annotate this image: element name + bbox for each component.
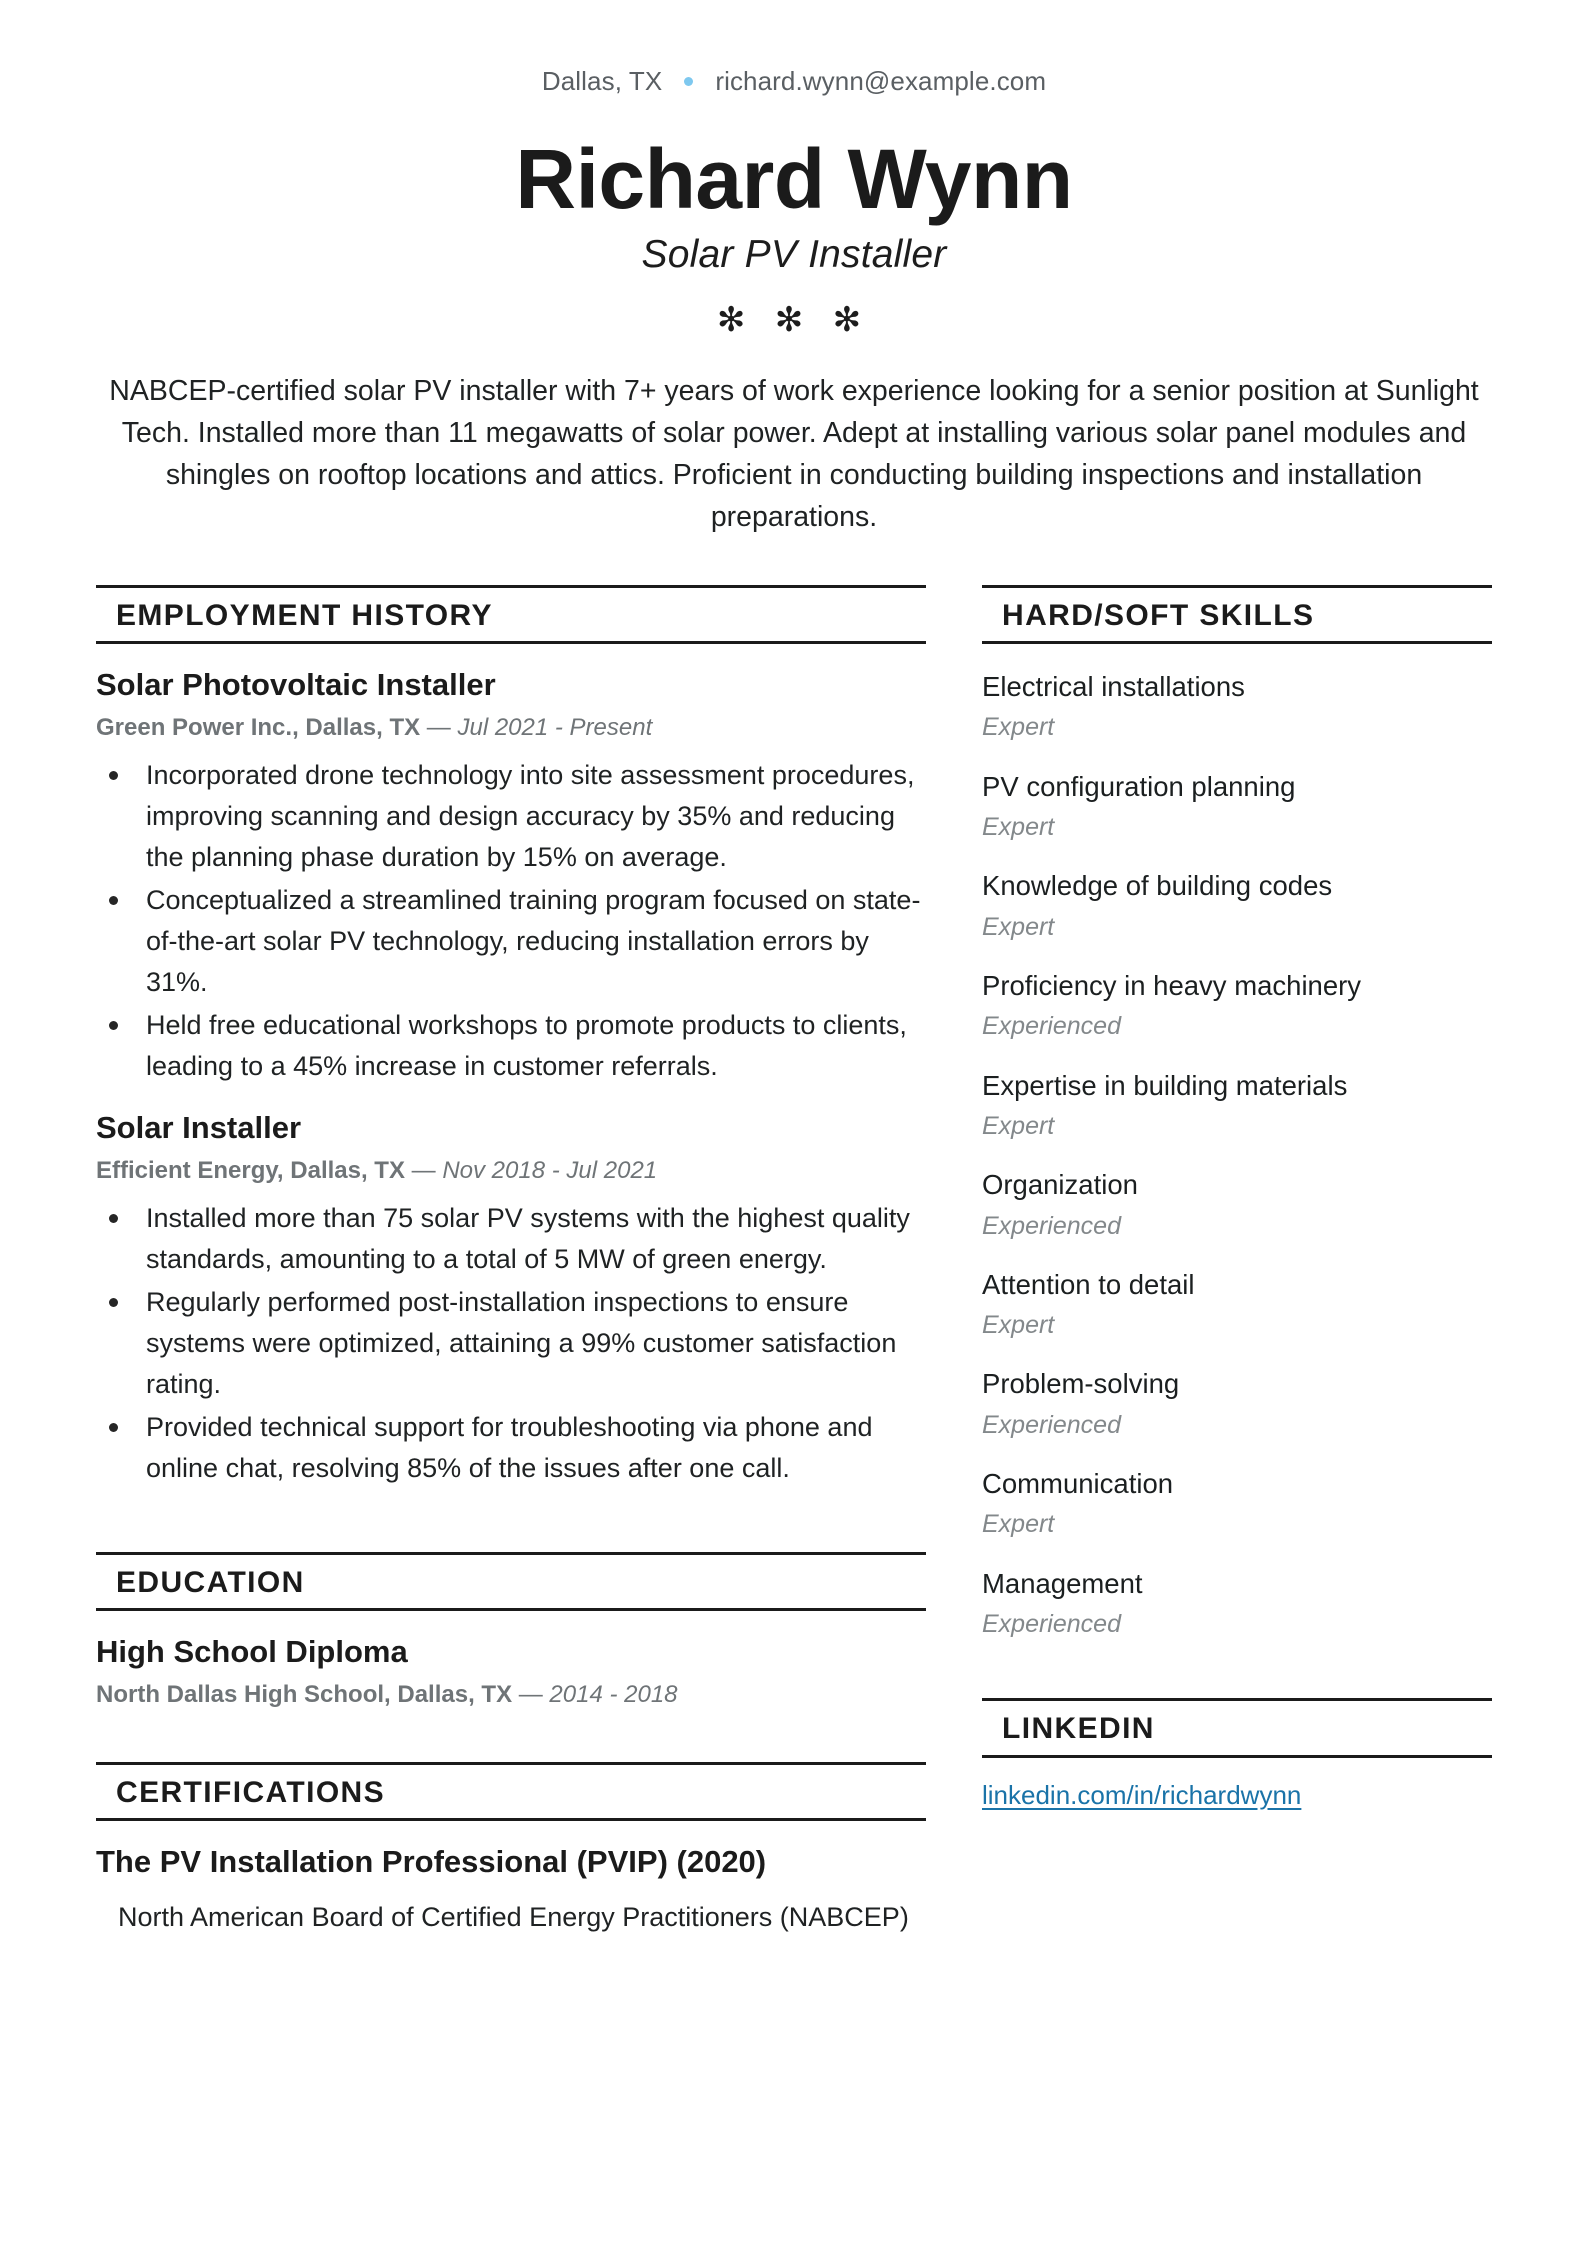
employment-meta <box>96 714 926 743</box>
employment-job-title: Solar Photovoltaic Installer <box>96 667 496 703</box>
skill-level: Expert <box>982 713 1055 742</box>
skill-name: Organization <box>982 1169 1138 1201</box>
candidate-job-title: Solar PV Installer <box>641 233 947 276</box>
skill-name: Management <box>982 1567 1143 1599</box>
skill-level: Expert <box>982 813 1055 842</box>
employment-bullet-list <box>96 1198 926 1489</box>
skill-level: Expert <box>982 1111 1055 1140</box>
section-header-employment <box>96 585 926 645</box>
employment-organization: Green Power Inc., Dallas, TX <box>96 714 421 742</box>
section-title-skills: HARD/SOFT SKILLS <box>1002 598 1315 632</box>
contact-line <box>0 0 1588 97</box>
spacer <box>96 1710 926 1762</box>
skill-level: Experienced <box>982 1410 1121 1439</box>
section-header-education <box>96 1552 926 1612</box>
skill-name: Electrical installations <box>982 671 1245 703</box>
section-title-certifications: CERTIFICATIONS <box>116 1775 386 1809</box>
employment-meta <box>96 1157 926 1186</box>
education-meta <box>96 1681 926 1710</box>
skill-item <box>982 1168 1492 1242</box>
bullet-dot-icon <box>684 77 693 86</box>
skill-name: Problem-solving <box>982 1368 1180 1400</box>
bullet-item: Held free educational workshops to promote products to clients, leading to a 45% increase in customer referrals. <box>96 1005 926 1087</box>
section-title-employment: EMPLOYMENT HISTORY <box>116 598 493 632</box>
employment-dash: — <box>420 714 458 742</box>
section-skills <box>982 585 1492 1641</box>
skill-item <box>982 1069 1492 1143</box>
skill-name: Knowledge of building codes <box>982 870 1333 902</box>
skill-item <box>982 1567 1492 1641</box>
education-dates: 2014 - 2018 <box>549 1681 678 1709</box>
right-column <box>982 585 1492 1811</box>
employment-entry <box>96 666 926 1087</box>
employment-job-title: Solar Installer <box>96 1110 302 1146</box>
employment-dates: Nov 2018 - Jul 2021 <box>442 1157 658 1185</box>
section-title-linkedin: LINKEDIN <box>1002 1712 1155 1746</box>
body-columns <box>0 585 1588 1938</box>
skill-level: Expert <box>982 1510 1055 1539</box>
skill-item <box>982 869 1492 943</box>
profile-summary: NABCEP-certified solar PV installer with 7+ years of work experience looking for a senior position at Sunlight Tech. Installed more than 11 megawatts of solar power. Adept at installing various solar panel modules and shingles on rooftop locations and attics. Proficient in conducting building inspections and installation preparations. <box>109 375 1479 533</box>
skill-level: Experienced <box>982 1012 1121 1041</box>
skill-item <box>982 1367 1492 1441</box>
skill-name: Communication <box>982 1468 1174 1500</box>
bullet-item: Installed more than 75 solar PV systems with the highest quality standards, amounting to a total of 5 MW of green energy. <box>96 1198 926 1280</box>
skill-level: Expert <box>982 1311 1055 1340</box>
asterisk-divider-icon: ✻ ✻ ✻ <box>716 301 872 339</box>
employment-dates: Jul 2021 - Present <box>457 714 653 742</box>
spacer <box>96 1492 926 1552</box>
skill-level: Experienced <box>982 1211 1121 1240</box>
certification-title: The PV Installation Professional (PVIP) (2020) <box>96 1844 767 1880</box>
section-title-education: EDUCATION <box>116 1565 305 1599</box>
section-linkedin <box>982 1698 1492 1811</box>
section-employment-history <box>96 585 926 1490</box>
skill-item <box>982 969 1492 1043</box>
skill-name: PV configuration planning <box>982 770 1296 802</box>
skill-name: Attention to detail <box>982 1268 1195 1300</box>
education-dash: — <box>512 1681 550 1709</box>
contact-location: Dallas, TX <box>541 66 663 96</box>
section-header-certifications <box>96 1762 926 1822</box>
employment-organization: Efficient Energy, Dallas, TX <box>96 1157 405 1185</box>
skill-name: Proficiency in heavy machinery <box>982 969 1362 1001</box>
section-header-skills <box>982 585 1492 645</box>
bullet-item: Conceptualized a streamlined training program focused on state-of-the-art solar PV technology, reducing installation errors by 31%. <box>96 880 926 1003</box>
skill-item <box>982 770 1492 844</box>
bullet-item: Provided technical support for troubleshooting via phone and online chat, resolving 85% of the issues after one call. <box>96 1407 926 1489</box>
section-education <box>96 1552 926 1710</box>
certification-description: North American Board of Certified Energy Practitioners (NABCEP) <box>118 1901 909 1932</box>
skill-item <box>982 1268 1492 1342</box>
bullet-item: Regularly performed post-installation inspections to ensure systems were optimized, attaining a 99% customer satisfaction rating. <box>96 1282 926 1405</box>
skill-level: Experienced <box>982 1610 1121 1639</box>
education-organization: North Dallas High School, Dallas, TX <box>96 1681 513 1709</box>
skill-level: Expert <box>982 912 1055 941</box>
employment-dash: — <box>404 1157 443 1185</box>
linkedin-url-link[interactable]: linkedin.com/in/richardwynn <box>982 1779 1302 1810</box>
skill-item <box>982 670 1492 744</box>
skill-item <box>982 1467 1492 1541</box>
left-column <box>96 585 926 1938</box>
candidate-name: Richard Wynn <box>515 132 1073 226</box>
section-certifications <box>96 1762 926 1938</box>
employment-entry <box>96 1109 926 1489</box>
skill-name: Expertise in building materials <box>982 1069 1348 1101</box>
bullet-item: Incorporated drone technology into site assessment procedures, improving scanning and design accuracy by 35% and reducing the planning phase duration by 15% on average. <box>96 755 926 878</box>
education-degree: High School Diploma <box>96 1634 408 1669</box>
employment-bullet-list <box>96 755 926 1087</box>
section-header-linkedin <box>982 1698 1492 1758</box>
contact-email[interactable]: richard.wynn@example.com <box>715 66 1047 96</box>
